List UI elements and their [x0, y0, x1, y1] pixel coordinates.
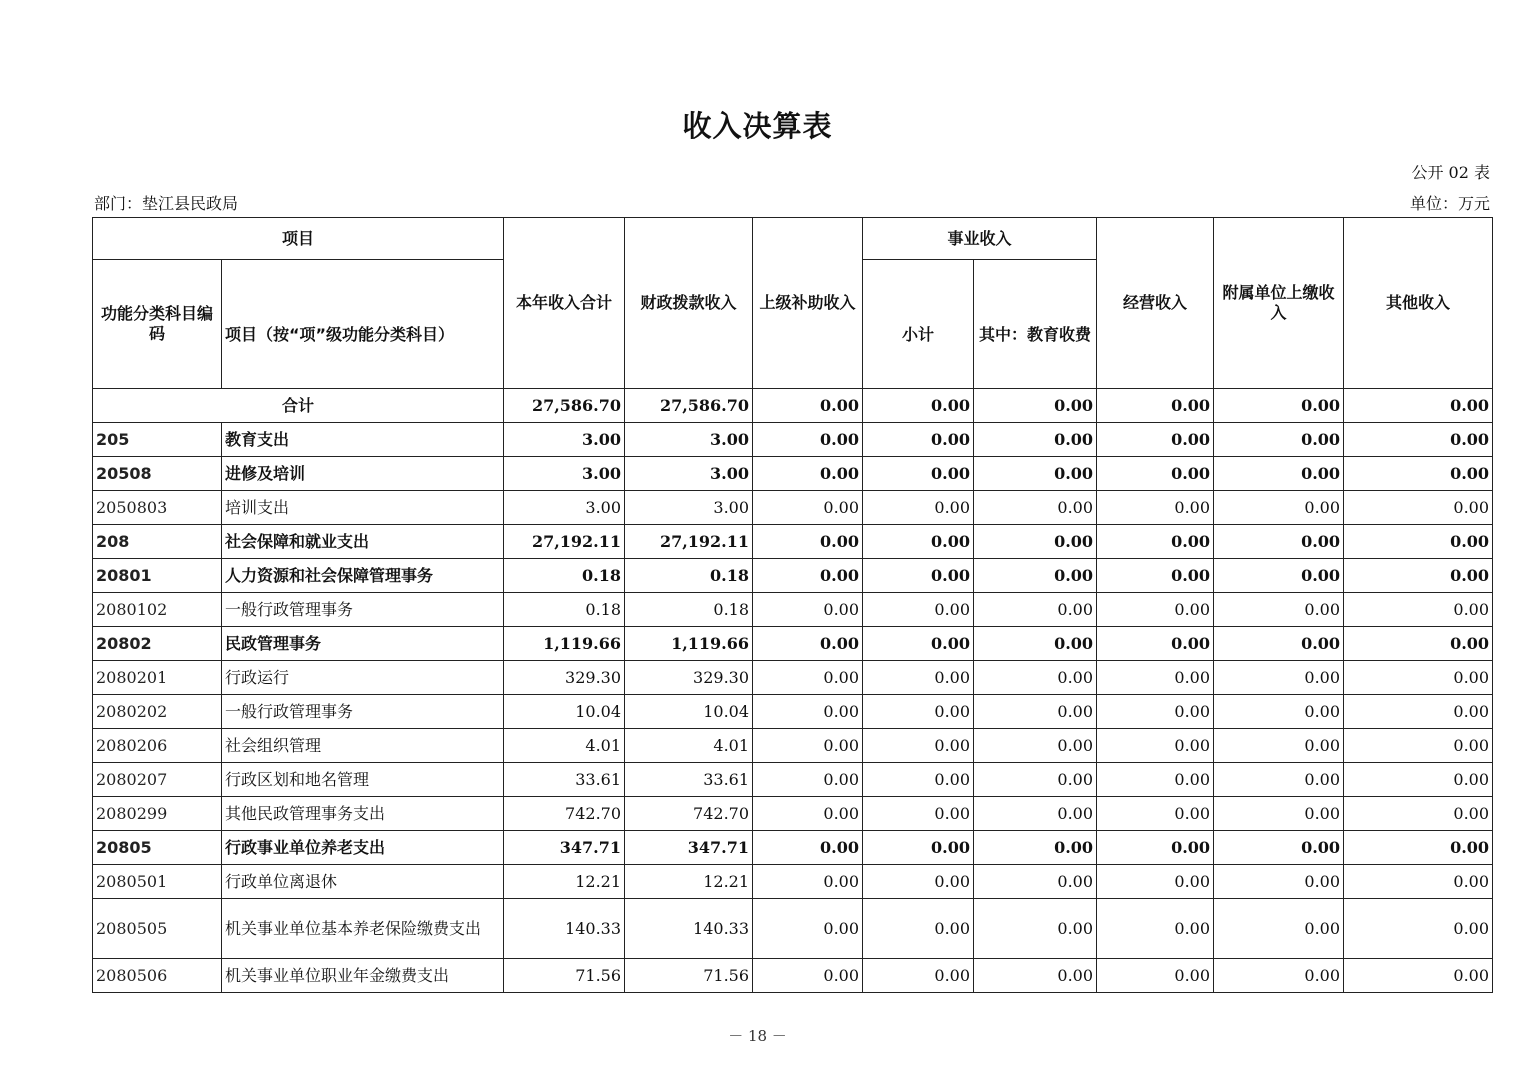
row-name: 其他民政管理事务支出	[222, 797, 504, 831]
row-code: 208	[93, 525, 222, 559]
row-value: 0.00	[1344, 729, 1493, 763]
row-code: 2080505	[93, 899, 222, 959]
header-operating: 经营收入	[1097, 218, 1214, 389]
row-value: 0.00	[974, 865, 1097, 899]
row-value: 0.00	[1344, 695, 1493, 729]
row-value: 0.00	[1344, 865, 1493, 899]
header-education-fee: 其中：教育收费	[974, 260, 1097, 389]
table-row	[93, 525, 1493, 559]
table-row	[93, 763, 1493, 797]
row-value: 0.00	[753, 695, 863, 729]
table-row	[93, 729, 1493, 763]
header-other: 其他收入	[1344, 218, 1493, 389]
row-code: 2080299	[93, 797, 222, 831]
row-value: 3.00	[504, 491, 625, 525]
row-value: 0.00	[753, 763, 863, 797]
header-fiscal: 财政拨款收入	[625, 218, 753, 389]
row-value: 33.61	[625, 763, 753, 797]
form-number: 公开 02 表	[1411, 163, 1490, 182]
row-value: 0.00	[1214, 423, 1344, 457]
row-value: 0.00	[753, 831, 863, 865]
row-value: 0.00	[1214, 457, 1344, 491]
row-value: 0.00	[1097, 899, 1214, 959]
row-value: 0.00	[974, 729, 1097, 763]
row-value: 0.00	[1097, 959, 1214, 993]
table-row	[93, 831, 1493, 865]
row-value: 0.00	[863, 627, 974, 661]
row-name: 进修及培训	[222, 457, 504, 491]
row-code: 20508	[93, 457, 222, 491]
total-value: 0.00	[974, 389, 1097, 423]
row-value: 3.00	[504, 457, 625, 491]
row-value: 0.00	[1344, 831, 1493, 865]
row-value: 0.00	[974, 959, 1097, 993]
row-value: 0.18	[504, 559, 625, 593]
table-row	[93, 423, 1493, 457]
page-number: － 18 －	[728, 1027, 787, 1045]
row-value: 0.00	[863, 661, 974, 695]
row-name: 社会保障和就业支出	[222, 525, 504, 559]
row-value: 0.00	[1097, 661, 1214, 695]
row-value: 742.70	[504, 797, 625, 831]
table-row	[93, 627, 1493, 661]
table-row	[93, 797, 1493, 831]
row-name: 培训支出	[222, 491, 504, 525]
row-name: 行政区划和地名管理	[222, 763, 504, 797]
header-affiliated: 附属单位上缴收入	[1214, 218, 1344, 389]
row-name: 人力资源和社会保障管理事务	[222, 559, 504, 593]
row-value: 0.00	[1097, 525, 1214, 559]
table-row	[93, 457, 1493, 491]
row-value: 0.00	[863, 959, 974, 993]
row-value: 0.00	[1344, 627, 1493, 661]
total-value: 0.00	[1344, 389, 1493, 423]
row-value: 0.00	[974, 899, 1097, 959]
row-value: 0.00	[1214, 763, 1344, 797]
table-row	[93, 865, 1493, 899]
unit-label: 单位：万元	[1409, 194, 1490, 213]
row-code: 2080201	[93, 661, 222, 695]
row-value: 0.00	[1214, 627, 1344, 661]
row-name: 行政运行	[222, 661, 504, 695]
row-code: 20802	[93, 627, 222, 661]
row-value: 0.00	[863, 899, 974, 959]
row-value: 0.00	[863, 457, 974, 491]
table-row	[93, 899, 1493, 959]
row-value: 0.00	[753, 627, 863, 661]
row-value: 0.00	[1344, 899, 1493, 959]
row-value: 0.00	[863, 797, 974, 831]
row-value: 0.00	[863, 491, 974, 525]
row-value: 0.00	[753, 457, 863, 491]
row-value: 0.00	[974, 593, 1097, 627]
row-value: 0.00	[863, 593, 974, 627]
table-row	[93, 491, 1493, 525]
row-name: 教育支出	[222, 423, 504, 457]
row-name: 行政单位离退休	[222, 865, 504, 899]
row-value: 0.00	[1097, 593, 1214, 627]
row-value: 0.00	[974, 491, 1097, 525]
row-value: 0.00	[753, 899, 863, 959]
row-value: 12.21	[504, 865, 625, 899]
row-code: 2080206	[93, 729, 222, 763]
row-value: 0.00	[1344, 525, 1493, 559]
row-value: 0.00	[1344, 661, 1493, 695]
header-subtotal: 小计	[863, 260, 974, 389]
total-row	[93, 389, 1493, 423]
row-value: 0.00	[1344, 763, 1493, 797]
row-value: 0.00	[1097, 729, 1214, 763]
row-value: 0.18	[625, 559, 753, 593]
row-value: 0.00	[974, 423, 1097, 457]
row-value: 0.00	[753, 525, 863, 559]
row-value: 0.00	[1344, 457, 1493, 491]
row-value: 0.00	[1097, 831, 1214, 865]
row-value: 0.00	[863, 423, 974, 457]
row-value: 0.00	[1214, 491, 1344, 525]
row-value: 0.00	[1344, 491, 1493, 525]
row-value: 3.00	[625, 457, 753, 491]
row-value: 0.00	[1344, 797, 1493, 831]
income-report-table	[92, 217, 1493, 993]
row-value: 0.00	[1097, 797, 1214, 831]
row-value: 0.00	[753, 729, 863, 763]
row-value: 4.01	[504, 729, 625, 763]
row-value: 347.71	[504, 831, 625, 865]
row-value: 10.04	[504, 695, 625, 729]
row-value: 0.00	[974, 525, 1097, 559]
row-value: 0.00	[974, 559, 1097, 593]
row-code: 20805	[93, 831, 222, 865]
total-value: 0.00	[753, 389, 863, 423]
total-value: 0.00	[1214, 389, 1344, 423]
row-value: 0.00	[1097, 423, 1214, 457]
total-value: 27,586.70	[625, 389, 753, 423]
row-value: 0.00	[1214, 797, 1344, 831]
row-value: 0.00	[863, 763, 974, 797]
header-name: 项目（按“项”级功能分类科目）	[222, 260, 504, 389]
row-value: 0.00	[1097, 865, 1214, 899]
row-value: 0.00	[1214, 729, 1344, 763]
row-value: 3.00	[625, 491, 753, 525]
row-value: 0.00	[863, 559, 974, 593]
row-code: 20801	[93, 559, 222, 593]
row-value: 0.00	[1344, 593, 1493, 627]
row-value: 1,119.66	[504, 627, 625, 661]
row-value: 0.00	[1344, 423, 1493, 457]
row-code: 2080202	[93, 695, 222, 729]
table-row	[93, 959, 1493, 993]
row-name: 社会组织管理	[222, 729, 504, 763]
row-value: 0.00	[753, 423, 863, 457]
department-label: 部门：垫江县民政局	[94, 194, 239, 213]
row-value: 0.00	[863, 729, 974, 763]
row-value: 0.00	[863, 525, 974, 559]
row-value: 0.00	[1214, 525, 1344, 559]
total-label: 合计	[93, 389, 504, 423]
header-business: 事业收入	[863, 218, 1097, 260]
row-value: 71.56	[625, 959, 753, 993]
row-value: 0.00	[974, 661, 1097, 695]
total-value: 27,586.70	[504, 389, 625, 423]
row-value: 0.18	[625, 593, 753, 627]
row-value: 4.01	[625, 729, 753, 763]
row-value: 0.00	[753, 959, 863, 993]
row-value: 33.61	[504, 763, 625, 797]
row-value: 1,119.66	[625, 627, 753, 661]
row-value: 0.00	[753, 797, 863, 831]
row-value: 0.00	[1214, 661, 1344, 695]
row-value: 0.00	[863, 865, 974, 899]
row-value: 0.00	[753, 559, 863, 593]
row-value: 10.04	[625, 695, 753, 729]
table-row	[93, 559, 1493, 593]
header-superior: 上级补助收入	[753, 218, 863, 389]
row-value: 0.00	[1214, 559, 1344, 593]
row-value: 329.30	[625, 661, 753, 695]
row-value: 0.00	[1344, 959, 1493, 993]
row-name: 行政事业单位养老支出	[222, 831, 504, 865]
table-row	[93, 695, 1493, 729]
table-row	[93, 593, 1493, 627]
table-row	[93, 661, 1493, 695]
row-value: 140.33	[625, 899, 753, 959]
row-value: 0.00	[1214, 593, 1344, 627]
row-code: 2080102	[93, 593, 222, 627]
row-value: 0.00	[753, 491, 863, 525]
row-value: 0.00	[863, 695, 974, 729]
row-value: 0.00	[1097, 457, 1214, 491]
row-code: 205	[93, 423, 222, 457]
row-value: 0.00	[974, 457, 1097, 491]
row-value: 0.00	[974, 763, 1097, 797]
row-value: 0.00	[863, 831, 974, 865]
row-value: 0.00	[1097, 763, 1214, 797]
row-value: 742.70	[625, 797, 753, 831]
row-value: 0.00	[974, 627, 1097, 661]
header-project: 项目	[93, 218, 504, 260]
row-code: 2080501	[93, 865, 222, 899]
row-name: 民政管理事务	[222, 627, 504, 661]
row-value: 27,192.11	[504, 525, 625, 559]
row-value: 0.00	[1214, 865, 1344, 899]
row-value: 0.00	[1097, 559, 1214, 593]
row-value: 12.21	[625, 865, 753, 899]
row-value: 0.00	[1214, 831, 1344, 865]
row-name: 一般行政管理事务	[222, 695, 504, 729]
row-value: 3.00	[504, 423, 625, 457]
row-value: 0.18	[504, 593, 625, 627]
total-value: 0.00	[1097, 389, 1214, 423]
row-value: 0.00	[1097, 627, 1214, 661]
row-value: 0.00	[1097, 491, 1214, 525]
row-code: 2080207	[93, 763, 222, 797]
row-value: 0.00	[974, 831, 1097, 865]
page-title: 收入决算表	[682, 109, 833, 143]
row-value: 27,192.11	[625, 525, 753, 559]
row-name: 一般行政管理事务	[222, 593, 504, 627]
row-value: 0.00	[1214, 959, 1344, 993]
row-value: 0.00	[1344, 559, 1493, 593]
row-value: 0.00	[1214, 695, 1344, 729]
header-code: 功能分类科目编码	[93, 260, 222, 389]
row-name: 机关事业单位职业年金缴费支出	[222, 959, 504, 993]
row-name: 机关事业单位基本养老保险缴费支出	[222, 899, 504, 959]
row-value: 0.00	[753, 865, 863, 899]
row-value: 0.00	[753, 661, 863, 695]
total-value: 0.00	[863, 389, 974, 423]
row-value: 0.00	[1214, 899, 1344, 959]
row-value: 347.71	[625, 831, 753, 865]
header-total-income: 本年收入合计	[504, 218, 625, 389]
row-code: 2050803	[93, 491, 222, 525]
row-value: 0.00	[974, 695, 1097, 729]
row-value: 140.33	[504, 899, 625, 959]
row-code: 2080506	[93, 959, 222, 993]
row-value: 0.00	[1097, 695, 1214, 729]
row-value: 0.00	[974, 797, 1097, 831]
row-value: 3.00	[625, 423, 753, 457]
row-value: 71.56	[504, 959, 625, 993]
row-value: 329.30	[504, 661, 625, 695]
row-value: 0.00	[753, 593, 863, 627]
